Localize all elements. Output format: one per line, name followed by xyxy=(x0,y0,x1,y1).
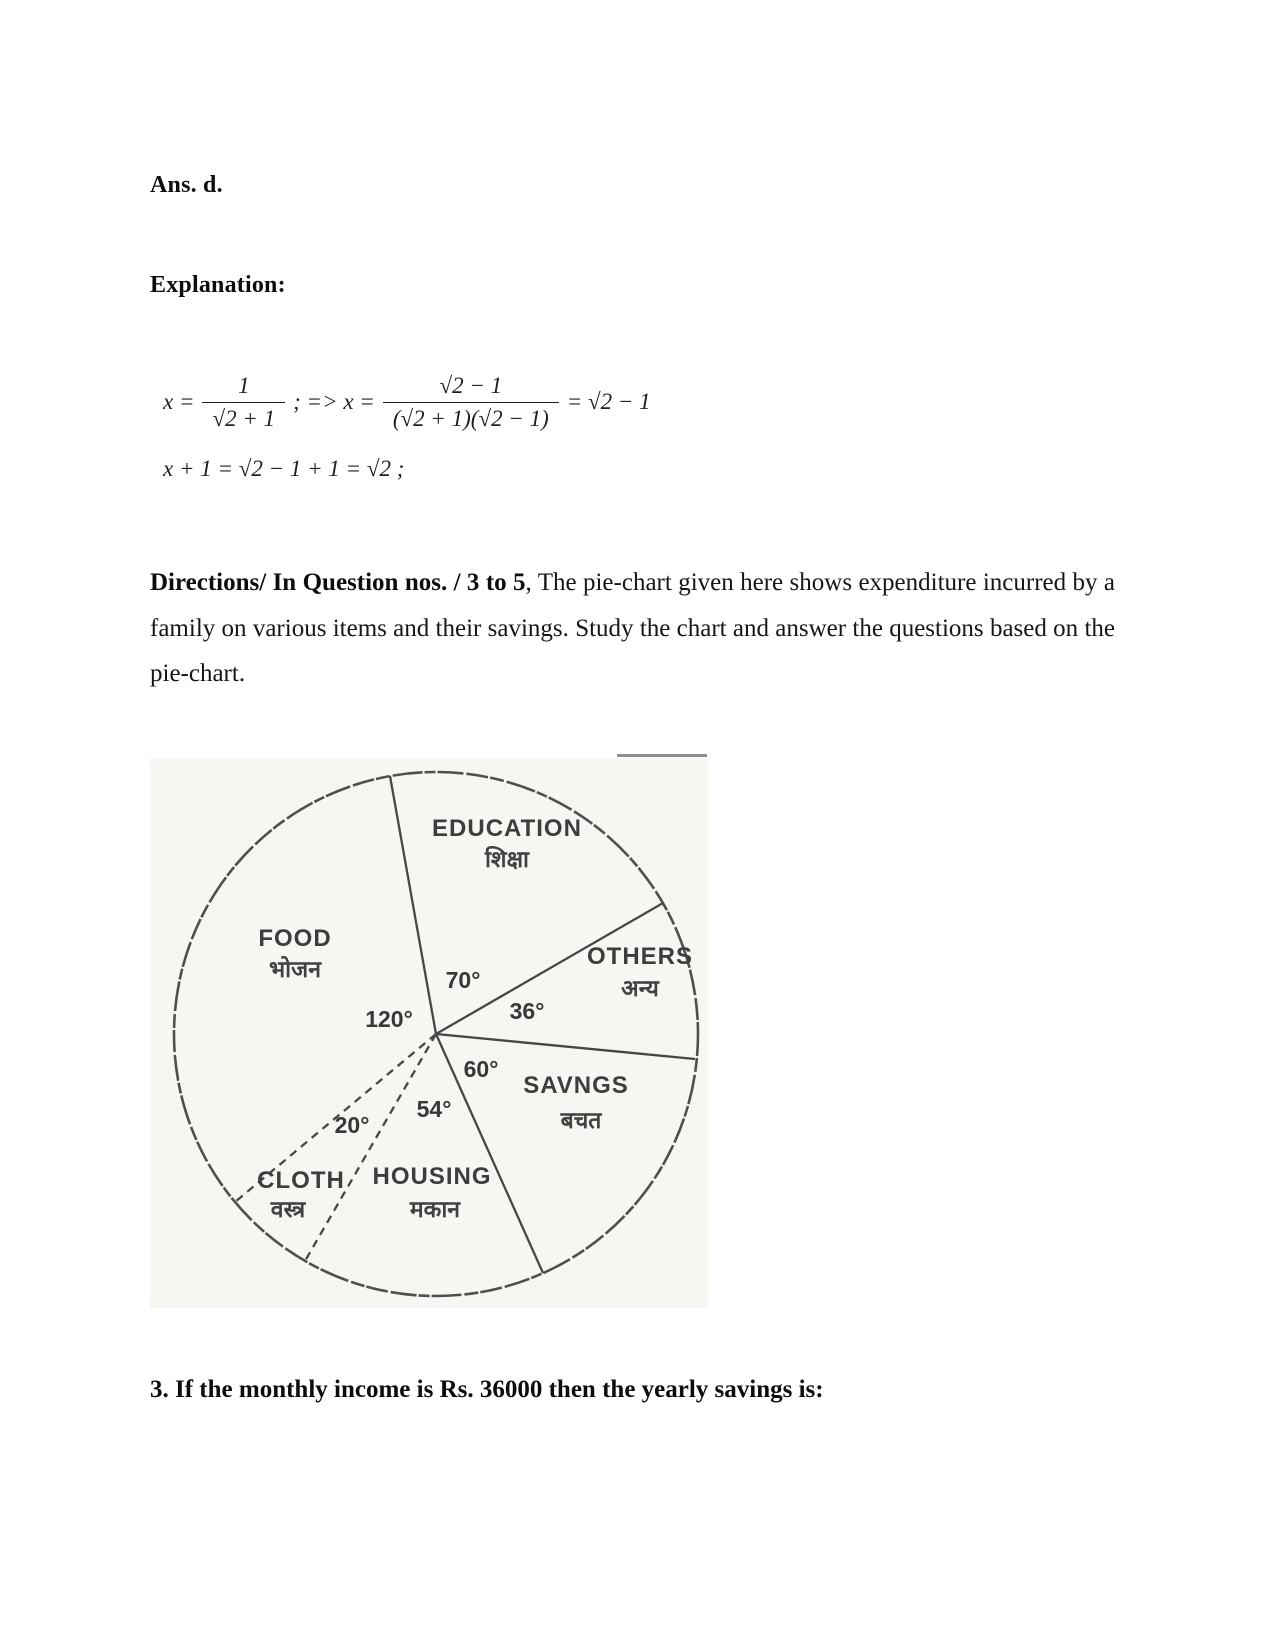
formula-line-1 xyxy=(163,356,651,448)
scan-artifact-line xyxy=(617,754,707,757)
explanation-heading: Explanation: xyxy=(150,272,286,298)
directions-line-2: family on various items and their savings. Study the chart and answer the questions based on the xyxy=(150,614,1115,642)
pie-label-cloth-hindi: वस्त्र xyxy=(270,1196,306,1222)
pie-label-education-hindi: शिक्षा xyxy=(484,846,530,872)
directions-line-1-rest: , The pie-chart given here shows expenditure incurred by a xyxy=(525,569,1115,596)
pie-angle-others: 36° xyxy=(509,998,545,1024)
pie-label-cloth: CLOTH xyxy=(257,1167,345,1194)
formula-fraction-1 xyxy=(202,373,285,432)
pie-angle-food: 120° xyxy=(365,1006,413,1032)
answer-label: Ans. d. xyxy=(150,172,223,198)
pie-chart-scanned-image xyxy=(150,758,708,1308)
pie-label-savings: SAVNGS xyxy=(523,1072,629,1099)
fraction-2-numerator: √2 − 1 xyxy=(439,372,503,398)
pie-boundary-food-education xyxy=(390,776,436,1034)
formula-line-2: x + 1 = √2 − 1 + 1 = √2 ; xyxy=(163,456,405,481)
pie-label-others: OTHERS xyxy=(586,943,694,970)
directions-bold-prefix: Directions/ In Question nos. / 3 to 5 xyxy=(150,569,526,596)
pie-label-others-hindi: अन्य xyxy=(621,975,659,1001)
directions-line-3: pie-chart. xyxy=(150,660,246,687)
pie-label-education: EDUCATION xyxy=(432,815,582,842)
pie-angle-cloth: 20° xyxy=(334,1112,370,1138)
pie-label-food: FOOD xyxy=(258,925,332,952)
fraction-1-denominator: √2 + 1 xyxy=(202,402,285,432)
formula-fraction-2 xyxy=(383,373,559,432)
formula-rhs: = √2 − 1 xyxy=(566,389,651,414)
formula-lhs: x = xyxy=(163,389,195,414)
pie-label-food-hindi: भोजन xyxy=(269,956,321,982)
formula-implies: ; => x = xyxy=(293,389,375,414)
fraction-1-numerator: 1 xyxy=(238,372,250,398)
pie-angle-housing: 54° xyxy=(416,1096,452,1122)
pie-boundary-housing-cloth xyxy=(305,1034,436,1261)
directions-paragraph xyxy=(150,560,1115,697)
pie-angle-education: 70° xyxy=(445,967,481,993)
pie-angle-savings: 60° xyxy=(463,1056,499,1082)
formula-block xyxy=(163,356,651,482)
pie-chart xyxy=(150,758,708,1308)
fraction-2-denominator: (√2 + 1)(√2 − 1) xyxy=(383,402,559,432)
pie-label-savings-hindi: बचत xyxy=(560,1107,602,1133)
pie-label-housing-hindi: मकान xyxy=(409,1196,461,1222)
question-3-text: 3. If the monthly income is Rs. 36000 then the yearly savings is: xyxy=(150,1376,824,1403)
directions-line-1 xyxy=(150,560,1115,606)
pie-label-housing: HOUSING xyxy=(372,1163,492,1190)
